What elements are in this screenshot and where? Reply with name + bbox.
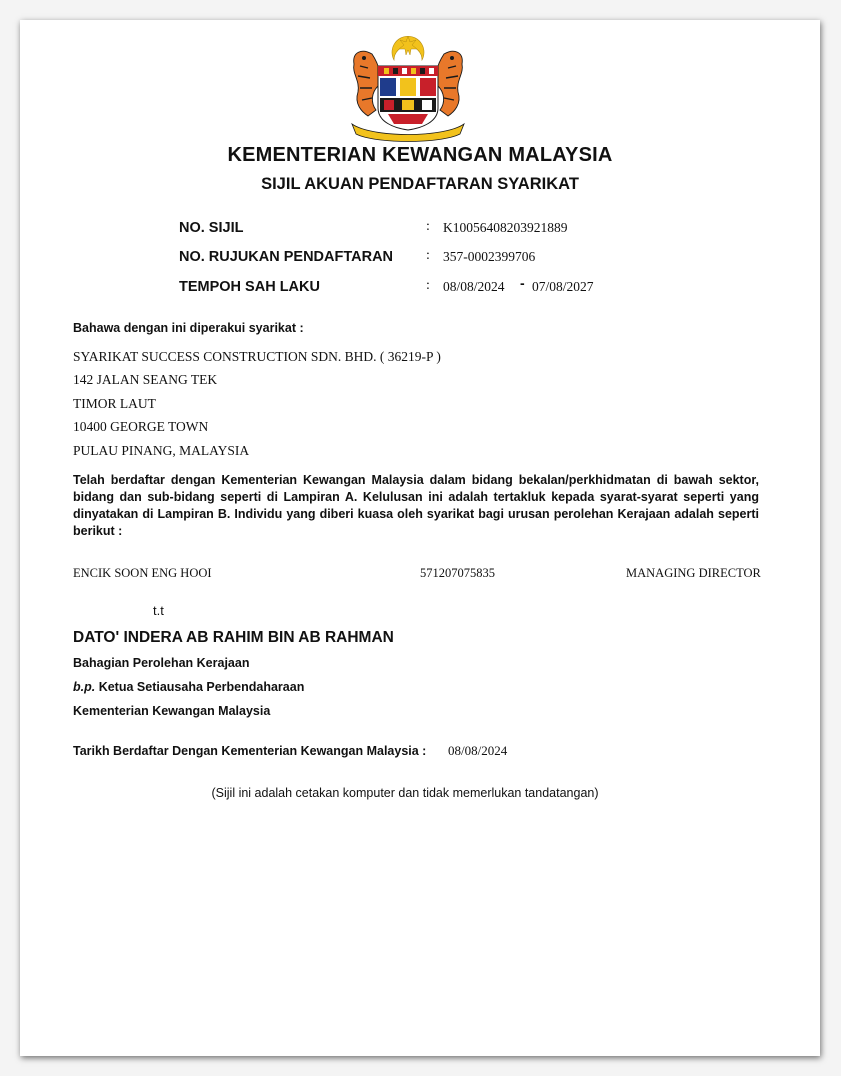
certificate-page xyxy=(20,20,820,1056)
no-sijil-colon: : xyxy=(426,219,430,234)
address-line: TIMOR LAUT xyxy=(73,396,156,411)
on-behalf-title: Ketua Setiausaha Perbendaharaan xyxy=(98,680,305,694)
signatory-on-behalf xyxy=(73,680,304,694)
company-name: SYARIKAT SUCCESS CONSTRUCTION SDN. BHD. ( 36219-P ) xyxy=(73,349,441,364)
no-sijil-value: K10056408203921889 xyxy=(443,220,568,235)
rujukan-label: NO. RUJUKAN PENDAFTARAN xyxy=(179,249,394,265)
tt-marker: t.t xyxy=(153,603,164,618)
authorized-person-name: ENCIK SOON ENG HOOI xyxy=(73,566,212,580)
no-sijil-label: NO. SIJIL xyxy=(179,220,244,236)
bp-prefix: b.p. xyxy=(73,680,96,694)
registration-date-label: Tarikh Berdaftar Dengan Kementerian Kewangan Malaysia : xyxy=(73,744,427,758)
tempoh-end: 07/08/2027 xyxy=(532,279,594,294)
signatory-ministry: Kementerian Kewangan Malaysia xyxy=(73,704,271,718)
certificate-title: SIJIL AKUAN PENDAFTARAN SYARIKAT xyxy=(261,175,579,193)
address-line: 10400 GEORGE TOWN xyxy=(73,419,209,434)
rujukan-colon: : xyxy=(426,248,430,263)
tempoh-colon: : xyxy=(426,278,430,293)
authorized-person-id: 571207075835 xyxy=(420,566,495,580)
tempoh-separator: - xyxy=(520,275,525,291)
tempoh-start: 08/08/2024 xyxy=(443,279,505,294)
computer-generated-note: (Sijil ini adalah cetakan komputer dan tidak memerlukan tandatangan) xyxy=(211,786,599,800)
address-line: 142 JALAN SEANG TEK xyxy=(73,372,218,387)
registration-date-value: 08/08/2024 xyxy=(448,743,508,758)
registration-paragraph: Telah berdaftar dengan Kementerian Kewangan Malaysia dalam bidang bekalan/perkhidmatan di bawah sektor, bidang dan sub-bidang seperti di Lampiran A. Kelulusan ini adalah tertakluk kepada syarat-syarat seperti yang dinyatakan di Lampiran B. Individu yang diberi kuasa oleh syarikat bagi urusan perolehan Kerajaan adalah seperti berikut : xyxy=(73,473,759,538)
rujukan-value: 357-0002399706 xyxy=(443,249,536,264)
address-line: PULAU PINANG, MALAYSIA xyxy=(73,443,250,458)
ministry-title: KEMENTERIAN KEWANGAN MALAYSIA xyxy=(227,144,613,166)
authorized-person-position: MANAGING DIRECTOR xyxy=(626,566,761,580)
malaysia-coat-of-arms-icon xyxy=(342,30,474,145)
tempoh-label: TEMPOH SAH LAKU xyxy=(179,279,320,295)
declaration-intro: Bahawa dengan ini diperakui syarikat : xyxy=(73,321,304,335)
signatory-division: Bahagian Perolehan Kerajaan xyxy=(73,656,250,670)
signatory-name: DATO' INDERA AB RAHIM BIN AB RAHMAN xyxy=(73,629,394,646)
